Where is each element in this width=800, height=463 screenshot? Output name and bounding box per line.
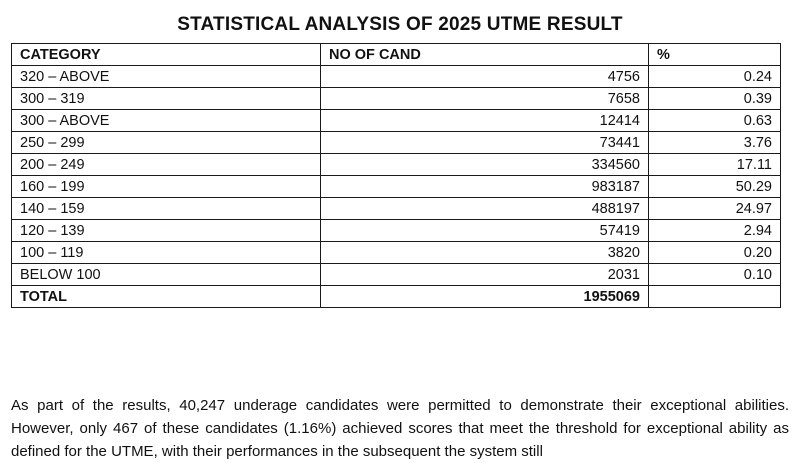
total-candidates: 1955069 [321, 286, 649, 308]
category-cell: 300 – ABOVE [12, 110, 321, 132]
percent-cell: 17.11 [649, 154, 781, 176]
percent-cell: 0.10 [649, 264, 781, 286]
percent-cell: 2.94 [649, 220, 781, 242]
category-cell: 140 – 159 [12, 198, 321, 220]
utme-statistics-table [11, 43, 781, 308]
table-row [12, 242, 781, 264]
candidates-cell: 488197 [321, 198, 649, 220]
total-row [12, 286, 781, 308]
summary-paragraph [11, 394, 789, 463]
percent-cell: 0.39 [649, 88, 781, 110]
candidates-cell: 3820 [321, 242, 649, 264]
category-cell: BELOW 100 [12, 264, 321, 286]
table-header-row [12, 44, 781, 66]
percent-cell: 0.24 [649, 66, 781, 88]
paragraph-line: exceptional ability as defined for the UTME, with their performances in the subsequent the system still [11, 420, 789, 460]
percent-cell: 0.63 [649, 110, 781, 132]
candidates-cell: 2031 [321, 264, 649, 286]
candidates-cell: 73441 [321, 132, 649, 154]
category-cell: 120 – 139 [12, 220, 321, 242]
percent-cell: 0.20 [649, 242, 781, 264]
candidates-cell: 983187 [321, 176, 649, 198]
table-row [12, 176, 781, 198]
percent-cell: 3.76 [649, 132, 781, 154]
table-row [12, 66, 781, 88]
candidates-cell: 12414 [321, 110, 649, 132]
document-title: STATISTICAL ANALYSIS OF 2025 UTME RESULT [177, 14, 623, 35]
candidates-cell: 334560 [321, 154, 649, 176]
candidates-cell: 57419 [321, 220, 649, 242]
total-percent [649, 286, 781, 308]
table-row [12, 264, 781, 286]
header-percent: % [649, 44, 781, 66]
percent-cell: 50.29 [649, 176, 781, 198]
table-row [12, 132, 781, 154]
category-cell: 100 – 119 [12, 242, 321, 264]
category-cell: 200 – 249 [12, 154, 321, 176]
paragraph-line: As part of the results, 40,247 underage candidates were permitted to demonstrate their exceptional [11, 397, 727, 414]
header-candidates: NO OF CAND [321, 44, 649, 66]
table-row [12, 220, 781, 242]
table-row [12, 198, 781, 220]
percent-cell: 24.97 [649, 198, 781, 220]
paragraph-line: abilities. However, only 467 of these candidates (1.16%) achieved scores that meet the threshold for [11, 397, 789, 437]
candidates-cell: 7658 [321, 88, 649, 110]
table-row [12, 110, 781, 132]
total-label: TOTAL [12, 286, 321, 308]
category-cell: 320 – ABOVE [12, 66, 321, 88]
category-cell: 300 – 319 [12, 88, 321, 110]
table-row [12, 88, 781, 110]
category-cell: 250 – 299 [12, 132, 321, 154]
header-category: CATEGORY [12, 44, 321, 66]
category-cell: 160 – 199 [12, 176, 321, 198]
table-row [12, 154, 781, 176]
candidates-cell: 4756 [321, 66, 649, 88]
